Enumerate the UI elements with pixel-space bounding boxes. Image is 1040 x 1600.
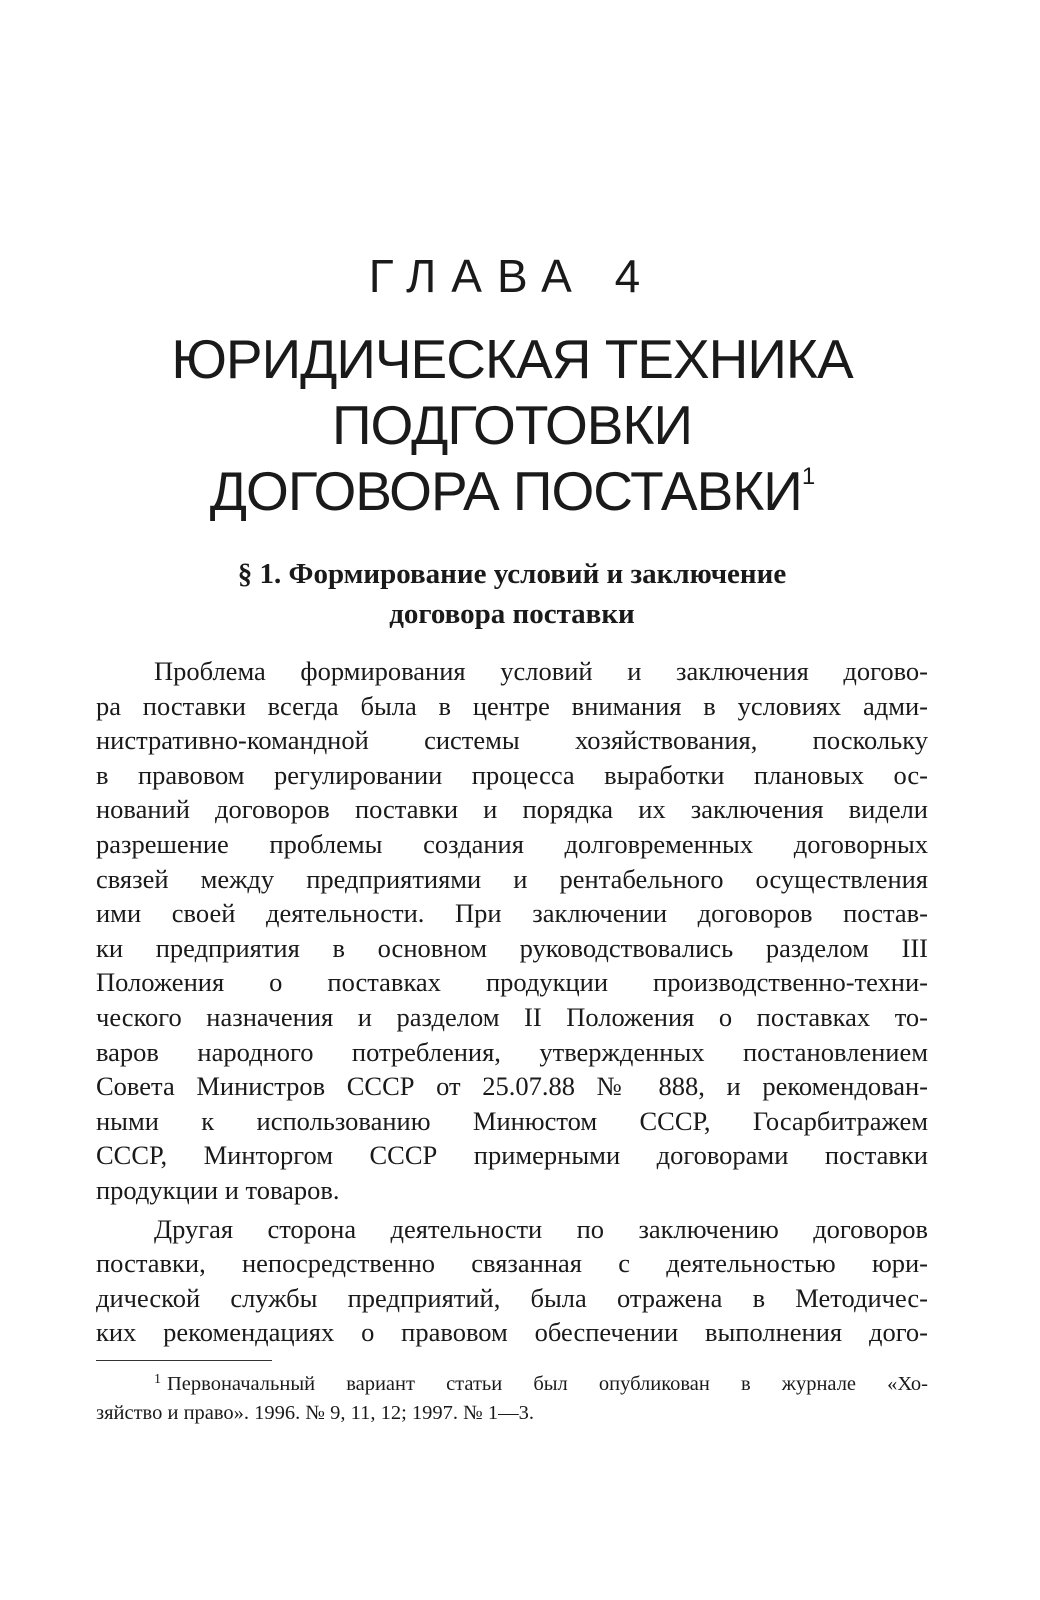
text-line: ких рекомендациях о правовом обеспечении выполнения дого- bbox=[96, 1317, 928, 1348]
chapter-title-line bbox=[96, 458, 928, 524]
text-line: ными к использованию Минюстом СССР, Госарбитражем bbox=[96, 1105, 928, 1136]
text-line: продукции и товаров. bbox=[96, 1174, 340, 1205]
text-line: дической службы предприятий, была отражена в Методичес- bbox=[96, 1282, 928, 1313]
text-line: ра поставки всегда была в центре внимания в условиях адми- bbox=[96, 690, 928, 721]
text-line: ки предприятия в основном руководствовались разделом III bbox=[96, 932, 928, 963]
chapter-label: ГЛАВА 4 bbox=[368, 250, 656, 302]
text-line: нований договоров поставки и порядка их заключения видели bbox=[96, 794, 928, 825]
text-line: нистративно-командной системы хозяйствования, поскольку bbox=[96, 725, 928, 756]
section-heading-line: договора поставки bbox=[389, 598, 635, 630]
footnote-mark: 1 bbox=[154, 1372, 161, 1387]
text-line: Другая сторона деятельности по заключению договоров bbox=[154, 1213, 928, 1244]
footnote-divider bbox=[96, 1360, 272, 1361]
text-line: в правовом регулировании процесса выработки плановых ос- bbox=[96, 759, 928, 790]
footnote-line bbox=[96, 1370, 928, 1399]
footnote-line: зяйство и право». 1996. № 9, 11, 12; 1997. № 1—3. bbox=[96, 1402, 534, 1424]
text-line: ческого назначения и разделом II Положения о поставках то- bbox=[96, 1001, 928, 1032]
text-line: Положения о поставках продукции производственно-техни- bbox=[96, 967, 928, 998]
section-heading bbox=[96, 554, 928, 634]
text-line: СССР, Минторгом СССР примерными договорами поставки bbox=[96, 1140, 928, 1171]
chapter-title bbox=[96, 326, 928, 524]
text-line: поставки, непосредственно связанная с деятельностью юри- bbox=[96, 1248, 928, 1279]
chapter-title-line: ЮРИДИЧЕСКАЯ ТЕХНИКА bbox=[171, 328, 853, 390]
footnote bbox=[96, 1370, 928, 1428]
chapter-title-line-text: ДОГОВОРА ПОСТАВКИ bbox=[209, 460, 802, 522]
footnote-line-text: Первоначальный вариант статьи был опубликован в журнале «Хо- bbox=[167, 1373, 928, 1395]
paragraph bbox=[96, 1212, 928, 1350]
chapter-title-line: ПОДГОТОВКИ bbox=[332, 394, 692, 456]
book-page bbox=[96, 0, 928, 1600]
text-line: Совета Министров СССР от 25.07.88 № 888, и рекомендован- bbox=[96, 1071, 928, 1102]
text-line: разрешение проблемы создания долговременных договорных bbox=[96, 828, 928, 859]
paragraph bbox=[96, 654, 928, 1208]
text-line: связей между предприятиями и рентабельного осуществления bbox=[96, 863, 928, 894]
body-text bbox=[96, 654, 928, 1350]
text-line: варов народного потребления, утвержденных постановлением bbox=[96, 1036, 928, 1067]
text-line: ими своей деятельности. При заключении договоров постав- bbox=[96, 898, 928, 929]
footnote-reference-mark[interactable]: 1 bbox=[801, 463, 815, 490]
section-heading-line: § 1. Формирование условий и заключение bbox=[237, 558, 787, 590]
text-line: Проблема формирования условий и заключения догово- bbox=[154, 656, 928, 686]
